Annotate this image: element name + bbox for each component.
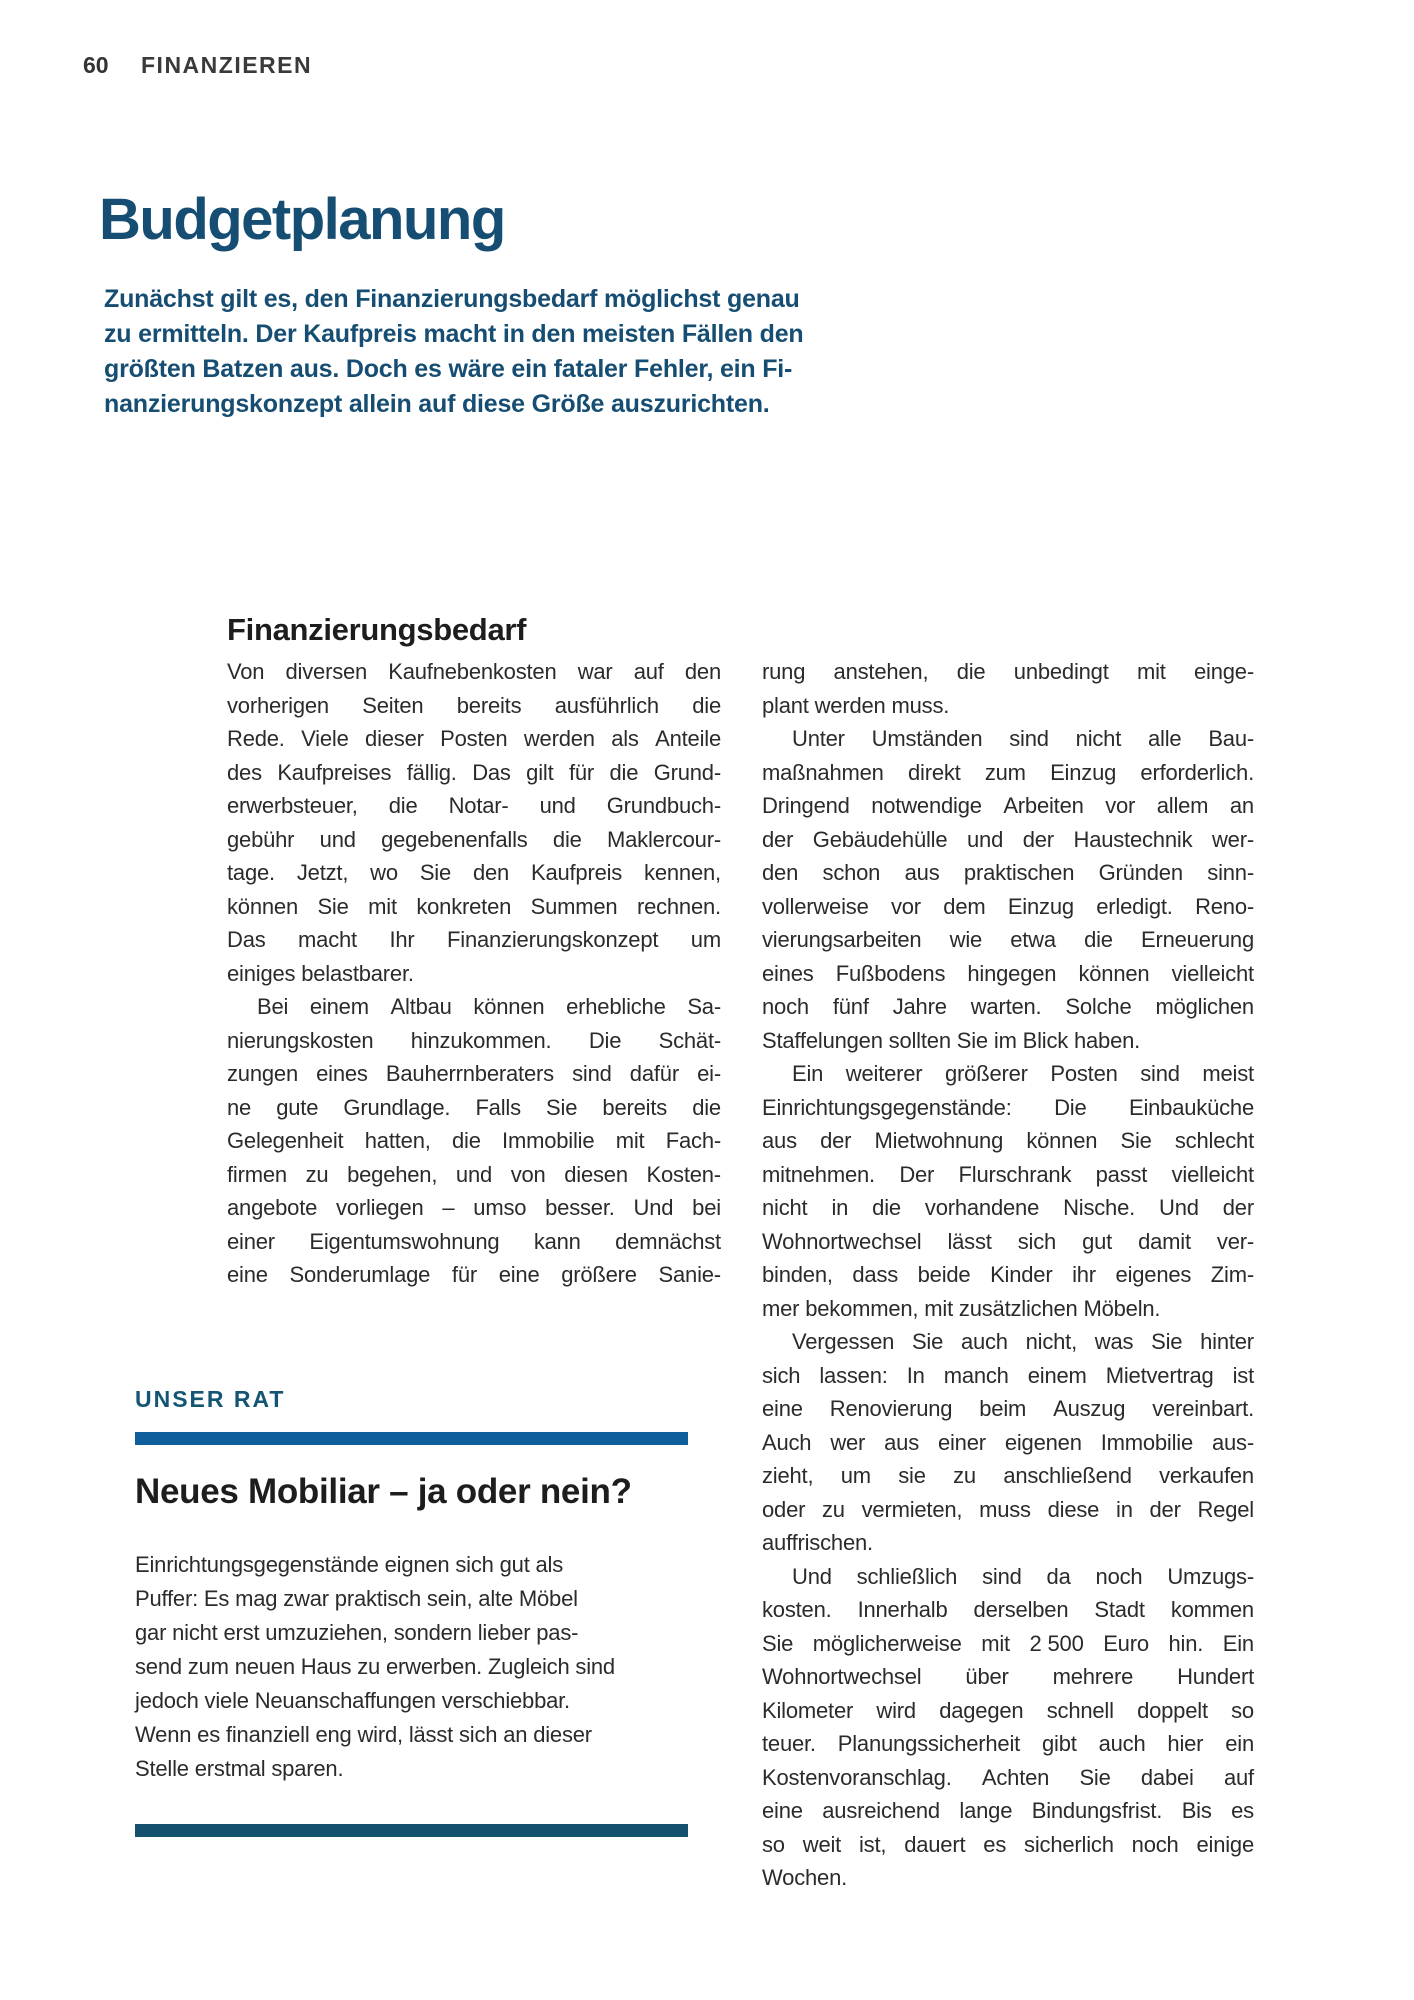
text-line: nanzierungskonzept allein auf diese Größe auszurichten. [104,390,770,418]
text-line: angebote vorliegen – umso besser. Und bei [227,1195,721,1220]
text-line: Auch wer aus einer eigenen Immobilie aus- [762,1429,1254,1455]
page-title: Budgetplanung [99,187,505,252]
text-line: mer bekommen, mit zusätzlichen Möbeln. [762,1295,1161,1321]
text-line: so weit ist, dauert es sicherlich noch einige [762,1831,1254,1857]
text-line: größten Batzen aus. Doch es wäre ein fataler Fehler, ein Fi- [104,355,793,383]
text-line: zieht, um sie zu anschließend verkaufen [762,1463,1254,1488]
text-line: firmen zu begehen, und von diesen Kosten- [227,1161,721,1187]
section-label: FINANZIEREN [141,52,313,78]
text-line: Zunächst gilt es, den Finanzierungsbedarf möglichst genau [104,285,800,313]
text-line: teuer. Planungssicherheit gibt auch hier ein [762,1731,1254,1756]
text-line: binden, dass beide Kinder ihr eigenes Zim- [762,1262,1254,1287]
text-line: ne gute Grundlage. Falls Sie bereits die [227,1094,721,1120]
text-line: eine Sonderumlage für eine größere Sanie- [227,1262,721,1287]
text-line: zu ermitteln. Der Kaufpreis macht in den meisten Fällen den [104,320,804,348]
text-line: Wohnortwechsel lässt sich gut damit ver- [762,1228,1254,1254]
text-line: Einrichtungsgegenstände: Die Einbauküche [762,1094,1254,1120]
text-line: Bei einem Altbau können erhebliche Sa- [257,994,721,1019]
text-line: können Sie mit konkreten Summen rechnen. [227,893,721,919]
text-line: Und schließlich sind da noch Umzugs- [792,1563,1254,1589]
tip-box-bottom-bar [135,1824,688,1837]
text-line: Kilometer wird dagegen schnell doppelt so [762,1697,1254,1723]
text-line: einer Eigentumswohnung kann demnächst [227,1228,721,1254]
text-line: Wenn es finanziell eng wird, lässt sich an dieser [135,1722,592,1747]
text-line: rung anstehen, die unbedingt mit einge- [762,659,1254,684]
text-line: des Kaufpreises fällig. Das gilt für die Grund- [227,759,721,785]
text-line: jedoch viele Neuanschaffungen verschiebbar. [135,1688,570,1713]
text-line: Stelle erstmal sparen. [135,1756,344,1781]
article-heading: Finanzierungsbedarf [227,612,527,647]
text-line: erwerbsteuer, die Notar- und Grundbuch- [227,793,721,818]
text-line: eine ausreichend lange Bindungsfrist. Bis es [762,1798,1254,1823]
tip-box-top-bar [135,1432,688,1445]
text-line: mitnehmen. Der Flurschrank passt vielleicht [762,1161,1254,1187]
text-line: nicht in die vorhandene Nische. Und der [762,1195,1254,1220]
right-text-column [762,655,1254,1895]
text-line: aus der Mietwohnung können Sie schlecht [762,1128,1254,1153]
text-line: zungen eines Bauherrnberaters sind dafür ei- [227,1061,721,1086]
text-line: noch fünf Jahre warten. Solche möglichen [762,994,1254,1019]
text-line: einiges belastbarer. [227,960,414,986]
text-line: vierungsarbeiten wie etwa die Erneuerung [762,927,1254,952]
text-line: den schon aus praktischen Gründen sinn- [762,860,1254,885]
tip-box-heading: Neues Mobiliar – ja oder nein? [135,1472,632,1511]
text-line: Puffer: Es mag zwar praktisch sein, alte Möbel [135,1586,578,1611]
text-line: Sie möglicherweise mit 2 500 Euro hin. Ein [762,1630,1254,1656]
text-line: send zum neuen Haus zu erwerben. Zugleich sind [135,1654,615,1679]
text-line: Staffelungen sollten Sie im Blick haben. [762,1027,1141,1053]
page-number: 60 [83,52,109,78]
text-line: Ein weiterer größerer Posten sind meist [792,1061,1254,1086]
text-line: Gelegenheit hatten, die Immobilie mit Fach- [227,1128,721,1153]
text-line: Dringend notwendige Arbeiten vor allem an [762,793,1254,818]
text-line: gar nicht erst umzuziehen, sondern lieber pas- [135,1620,579,1645]
intro-paragraph [104,282,864,422]
text-line: Vergessen Sie auch nicht, was Sie hinter [792,1329,1254,1354]
text-line: der Gebäudehülle und der Haustechnik wer- [762,826,1254,852]
text-line: Rede. Viele dieser Posten werden als Anteile [227,726,721,751]
left-text-column [227,655,721,1292]
text-line: Einrichtungsgegenstände eignen sich gut als [135,1552,564,1577]
text-line: maßnahmen direkt zum Einzug erforderlich. [762,759,1254,785]
text-line: eine Renovierung beim Auszug vereinbart. [762,1396,1254,1421]
text-line: nierungskosten hinzukommen. Die Schät- [227,1027,721,1053]
tip-box-body [135,1548,720,1786]
text-line: plant werden muss. [762,692,950,718]
text-line: vorherigen Seiten bereits ausführlich die [227,692,721,718]
text-line: sich lassen: In manch einem Mietvertrag ist [762,1362,1254,1388]
text-line: auffrischen. [762,1530,873,1555]
text-line: vollerweise vor dem Einzug erledigt. Reno- [762,893,1254,919]
text-line: Kostenvoranschlag. Achten Sie dabei auf [762,1764,1254,1790]
tip-box-kicker: UNSER RAT [135,1386,286,1412]
text-line: Unter Umständen sind nicht alle Bau- [792,726,1254,751]
text-line: eines Fußbodens hingegen können vielleicht [762,960,1254,986]
text-line: tage. Jetzt, wo Sie den Kaufpreis kennen, [227,860,721,885]
text-line: kosten. Innerhalb derselben Stadt kommen [762,1597,1254,1622]
text-line: Wochen. [762,1865,848,1890]
text-line: Von diversen Kaufnebenkosten war auf den [227,659,721,684]
text-line: gebühr und gegebenenfalls die Maklercour- [227,826,721,852]
text-line: oder zu vermieten, muss diese in der Regel [762,1496,1254,1522]
text-line: Wohnortwechsel über mehrere Hundert [762,1664,1254,1689]
text-line: Das macht Ihr Finanzierungskonzept um [227,927,721,952]
